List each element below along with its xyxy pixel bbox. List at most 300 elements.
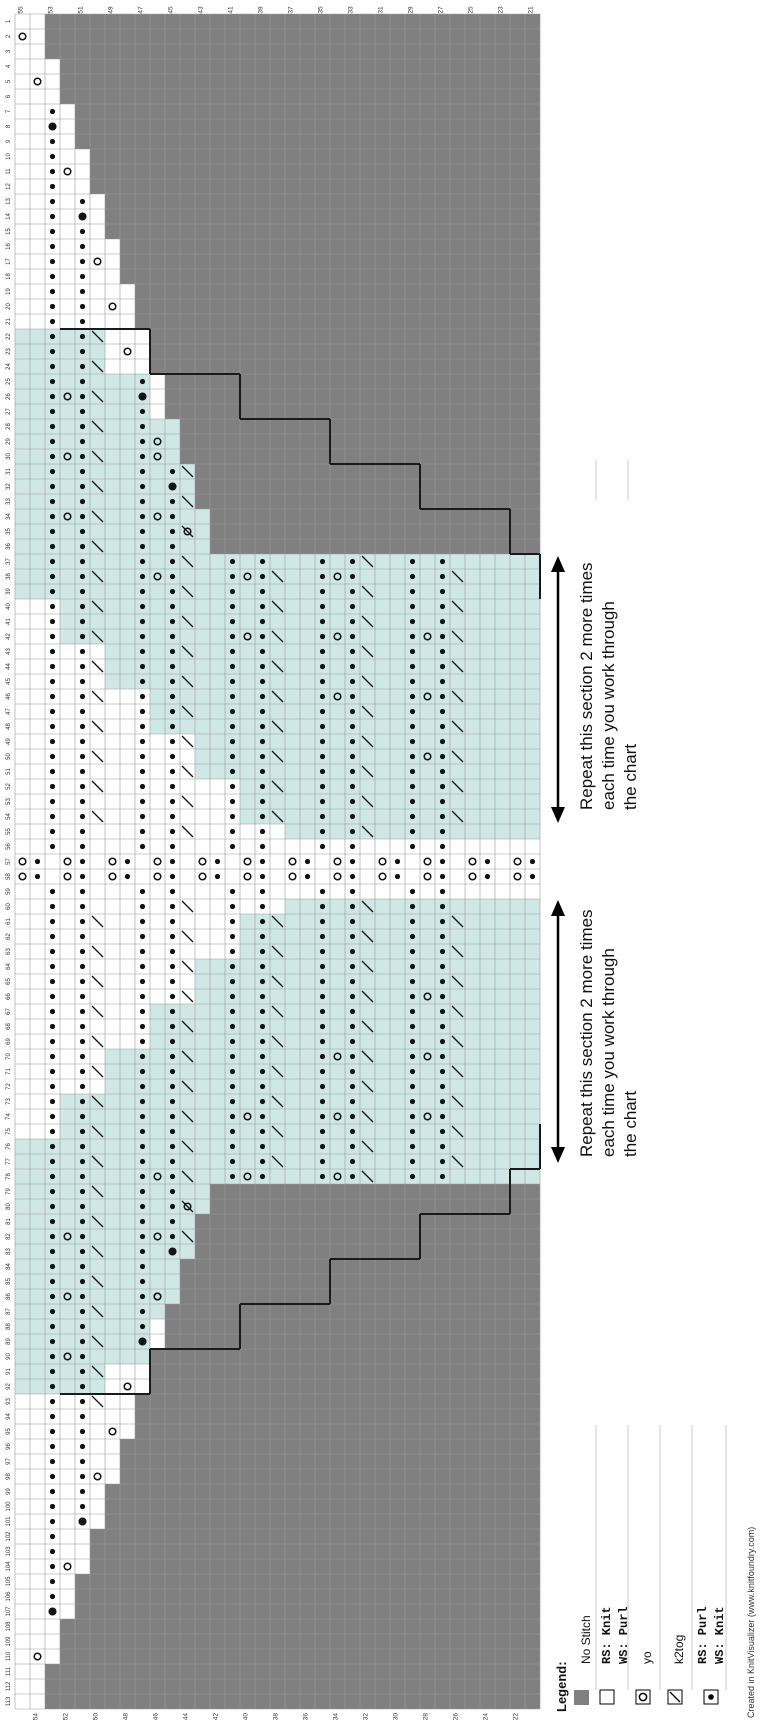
purl-dot — [440, 649, 445, 654]
purl-dot — [170, 859, 175, 864]
column-number: 54 — [32, 1713, 40, 1721]
purl-dot — [50, 844, 55, 849]
legend-no-stitch-label: No Stitch — [579, 1615, 593, 1664]
legend-knit-rs: RS: Knit — [600, 1606, 614, 1664]
row-number: 4 — [6, 64, 12, 69]
purl-dot — [80, 439, 85, 444]
purl-dot — [50, 649, 55, 654]
column-number: 23 — [497, 6, 505, 14]
purl-dot — [140, 1234, 145, 1239]
purl-dot — [410, 694, 415, 699]
column-number: 51 — [77, 6, 85, 14]
row-number: 61 — [6, 918, 12, 925]
purl-dot — [350, 649, 355, 654]
purl-dot — [320, 1099, 325, 1104]
purl-dot — [80, 1054, 85, 1059]
column-number: 22 — [512, 1713, 520, 1721]
purl-dot — [140, 1174, 145, 1179]
purl-dot — [125, 859, 130, 864]
purl-dot — [50, 1204, 55, 1209]
purl-dot — [80, 949, 85, 954]
purl-dot — [140, 1009, 145, 1014]
purl-dot — [80, 394, 85, 399]
purl-dot — [440, 604, 445, 609]
purl-dot — [260, 1024, 265, 1029]
purl-dot — [140, 754, 145, 759]
purl-dot — [410, 649, 415, 654]
row-number: 71 — [6, 1068, 12, 1075]
purl-dot — [140, 574, 145, 579]
repeat-cell — [15, 1259, 180, 1274]
purl-dot — [260, 1174, 265, 1179]
purl-dot — [320, 619, 325, 624]
purl-dot — [80, 1339, 85, 1344]
purl-dot — [140, 919, 145, 924]
purl-dot — [140, 469, 145, 474]
purl-dot — [260, 844, 265, 849]
purl-dot — [50, 1279, 55, 1284]
row-number: 51 — [6, 768, 12, 775]
row-number: 66 — [6, 993, 12, 1000]
column-number: 55 — [17, 6, 25, 14]
purl-dot — [140, 1204, 145, 1209]
purl-dot — [440, 739, 445, 744]
row-number: 22 — [6, 333, 12, 340]
column-number: 29 — [407, 6, 415, 14]
purl-dot — [80, 409, 85, 414]
purl-dot — [350, 1159, 355, 1164]
purl-dot — [260, 589, 265, 594]
purl-dot — [320, 634, 325, 639]
row-number: 89 — [6, 1338, 12, 1345]
purl-dot — [170, 1234, 175, 1239]
purl-dot — [350, 874, 355, 879]
purl-dot — [170, 829, 175, 834]
purl-dot — [410, 574, 415, 579]
purl-dot — [50, 1579, 55, 1584]
purl-dot — [440, 1069, 445, 1074]
repeat-cell — [15, 1184, 210, 1199]
purl-dot — [170, 694, 175, 699]
purl-dot — [140, 1084, 145, 1089]
purl-dot — [410, 1054, 415, 1059]
purl-dot — [350, 1024, 355, 1029]
purl-dot — [140, 904, 145, 909]
purl-dot — [350, 814, 355, 819]
purl-dot — [260, 859, 265, 864]
purl-dot — [320, 1144, 325, 1149]
purl-dot — [440, 934, 445, 939]
purl-dot — [350, 604, 355, 609]
purl-dot — [320, 574, 325, 579]
purl-dot — [80, 1009, 85, 1014]
purl-dot — [80, 364, 85, 369]
purl-dot — [350, 724, 355, 729]
purl-dot — [440, 559, 445, 564]
purl-dot — [50, 964, 55, 969]
purl-dot — [260, 769, 265, 774]
column-number: 24 — [482, 1713, 490, 1721]
purl-dot — [140, 544, 145, 549]
purl-dot — [140, 739, 145, 744]
purl-dot — [410, 679, 415, 684]
purl-dot — [140, 1159, 145, 1164]
purl-dot — [50, 514, 55, 519]
purl-dot — [50, 1504, 55, 1509]
repeat-cell — [15, 1169, 540, 1184]
row-number: 30 — [6, 453, 12, 460]
purl-dot — [440, 1114, 445, 1119]
row-number: 107 — [6, 1606, 12, 1617]
purl-dot — [440, 1024, 445, 1029]
purl-dot — [80, 484, 85, 489]
row-number: 65 — [6, 978, 12, 985]
legend-purl-ws: WS: Knit — [713, 1606, 727, 1664]
no-stitch-cell — [105, 1514, 540, 1529]
purl-dot — [80, 1099, 85, 1104]
purl-dot — [50, 154, 55, 159]
purl-dot — [230, 769, 235, 774]
purl-dot — [50, 1294, 55, 1299]
purl-dot — [260, 1129, 265, 1134]
row-number: 26 — [6, 393, 12, 400]
purl-dot — [410, 799, 415, 804]
purl-dot — [215, 859, 220, 864]
row-number: 44 — [6, 663, 12, 670]
purl-dot — [350, 784, 355, 789]
purl-dot — [230, 949, 235, 954]
column-number: 37 — [287, 6, 295, 14]
purl-dot — [410, 934, 415, 939]
purl-dot — [50, 724, 55, 729]
purl-dot — [80, 1429, 85, 1434]
purl-dot — [50, 589, 55, 594]
purl-dot — [440, 1144, 445, 1149]
purl-dot — [260, 664, 265, 669]
purl-dot — [530, 874, 535, 879]
purl-dot — [410, 1069, 415, 1074]
row-number: 20 — [6, 303, 12, 310]
purl-dot — [350, 829, 355, 834]
row-number: 2 — [6, 34, 12, 39]
purl-dot — [140, 934, 145, 939]
purl-dot — [410, 589, 415, 594]
purl-dot — [50, 529, 55, 534]
purl-dot — [320, 964, 325, 969]
purl-dot — [140, 979, 145, 984]
purl-dot — [320, 844, 325, 849]
row-number: 97 — [6, 1458, 12, 1465]
purl-dot — [170, 1219, 175, 1224]
purl-dot — [140, 709, 145, 714]
purl-dot — [170, 994, 175, 999]
purl-dot — [320, 934, 325, 939]
purl-dot — [80, 739, 85, 744]
purl-dot — [320, 1084, 325, 1089]
purl-dot — [170, 1024, 175, 1029]
purl-dot — [410, 1114, 415, 1119]
purl-dot — [50, 664, 55, 669]
purl-dot — [80, 604, 85, 609]
purl-dot — [50, 1534, 55, 1539]
row-number: 59 — [6, 888, 12, 895]
purl-dot — [320, 1159, 325, 1164]
purl-dot — [50, 919, 55, 924]
purl-dot — [50, 169, 55, 174]
purl-dot — [260, 559, 265, 564]
purl-dot — [215, 874, 220, 879]
no-stitch-cell — [135, 1394, 540, 1409]
no-stitch-cell — [75, 134, 540, 149]
purl-dot — [50, 559, 55, 564]
purl-dot — [410, 844, 415, 849]
purl-dot — [170, 1114, 175, 1119]
purl-dot — [320, 829, 325, 834]
purl-dot — [320, 604, 325, 609]
purl-dot — [350, 964, 355, 969]
purl-dot — [170, 1099, 175, 1104]
purl-dot — [80, 559, 85, 564]
row-number: 63 — [6, 948, 12, 955]
purl-dot — [80, 1474, 85, 1479]
repeat-cell — [15, 434, 180, 449]
row-number: 35 — [6, 528, 12, 535]
purl-dot — [80, 1369, 85, 1374]
row-number: 9 — [6, 139, 12, 144]
purl-dot — [80, 469, 85, 474]
purl-dot — [50, 319, 55, 324]
purl-dot — [80, 304, 85, 309]
purl-dot — [80, 1384, 85, 1389]
purl-dot — [50, 1084, 55, 1089]
purl-dot — [140, 799, 145, 804]
purl-dot — [170, 904, 175, 909]
purl-dot — [320, 814, 325, 819]
row-number: 58 — [6, 873, 12, 880]
purl-dot — [140, 1069, 145, 1074]
purl-dot — [410, 619, 415, 624]
legend-k2tog-label: k2tog — [672, 1634, 686, 1664]
purl-dot — [80, 904, 85, 909]
purl-dot — [140, 769, 145, 774]
repeat-note-line: the chart — [621, 743, 640, 810]
purl-dot — [80, 1159, 85, 1164]
column-number: 50 — [92, 1713, 100, 1721]
purl-dot — [410, 1039, 415, 1044]
purl-dot — [50, 334, 55, 339]
row-number: 70 — [6, 1053, 12, 1060]
purl-dot — [170, 874, 175, 879]
purl-dot — [50, 499, 55, 504]
purl-dot — [50, 694, 55, 699]
no-stitch-cell — [165, 1304, 540, 1319]
row-number: 46 — [6, 693, 12, 700]
column-number: 32 — [362, 1713, 370, 1721]
purl-dot — [320, 919, 325, 924]
purl-dot — [140, 604, 145, 609]
purl-dot — [410, 994, 415, 999]
purl-dot — [350, 1009, 355, 1014]
purl-dot — [140, 829, 145, 834]
repeat-cell — [15, 524, 210, 539]
purl-dot — [260, 709, 265, 714]
purl-dot — [50, 109, 55, 114]
row-number: 31 — [6, 468, 12, 475]
row-number: 104 — [6, 1561, 12, 1572]
purl-dot — [140, 949, 145, 954]
purl-dot — [410, 754, 415, 759]
purl-dot — [140, 1264, 145, 1269]
purl-dot — [230, 709, 235, 714]
purl-dot — [50, 1129, 55, 1134]
purl-dot — [320, 724, 325, 729]
purl-dot — [350, 574, 355, 579]
purl-dot — [50, 244, 55, 249]
no-stitch-cell — [165, 404, 540, 419]
purl-dot — [440, 1129, 445, 1134]
row-number: 48 — [6, 723, 12, 730]
purl-dot — [140, 694, 145, 699]
column-number: 44 — [182, 1713, 190, 1721]
purl-dot — [35, 874, 40, 879]
purl-dot — [440, 619, 445, 624]
purl-dot — [395, 874, 400, 879]
purl-dot — [50, 979, 55, 984]
purl-dot — [140, 664, 145, 669]
row-number: 88 — [6, 1323, 12, 1330]
purl-dot — [170, 1159, 175, 1164]
purl-dot — [170, 679, 175, 684]
purl-dot — [170, 544, 175, 549]
purl-dot — [410, 709, 415, 714]
purl-dot — [530, 859, 535, 864]
purl-dot — [140, 889, 145, 894]
purl-dot — [260, 949, 265, 954]
purl-dot — [260, 784, 265, 789]
purl-dot — [350, 1114, 355, 1119]
row-number: 6 — [6, 94, 12, 99]
row-number: 10 — [6, 153, 12, 160]
purl-dot — [140, 1294, 145, 1299]
purl-dot — [440, 829, 445, 834]
purl-dot — [260, 964, 265, 969]
purl-dot — [260, 1144, 265, 1149]
purl-dot — [50, 709, 55, 714]
column-number: 46 — [152, 1713, 160, 1721]
column-number: 27 — [437, 6, 445, 14]
purl-dot — [170, 514, 175, 519]
purl-dot — [80, 319, 85, 324]
purl-dot — [320, 994, 325, 999]
purl-dot — [350, 1069, 355, 1074]
purl-dot — [50, 1354, 55, 1359]
row-number: 5 — [6, 79, 12, 84]
purl-dot — [350, 844, 355, 849]
no-stitch-cell — [165, 374, 540, 389]
purl-dot — [140, 1219, 145, 1224]
purl-dot — [50, 1189, 55, 1194]
purl-dot — [50, 1549, 55, 1554]
purl-dot — [80, 1504, 85, 1509]
purl-dot — [260, 634, 265, 639]
purl-dot — [80, 1294, 85, 1299]
purl-dot — [80, 1234, 85, 1239]
no-stitch-cell — [105, 1499, 540, 1514]
purl-dot — [350, 709, 355, 714]
row-number: 82 — [6, 1233, 12, 1240]
purl-dot — [80, 889, 85, 894]
purl-dot — [140, 1144, 145, 1149]
purl-dot — [440, 754, 445, 759]
row-number: 57 — [6, 858, 12, 865]
purl-dot — [170, 589, 175, 594]
purl-dot — [410, 1159, 415, 1164]
purl-dot — [80, 769, 85, 774]
row-number: 21 — [6, 318, 12, 325]
repeat-cell — [15, 539, 210, 554]
legend-no-stitch-swatch — [574, 1690, 589, 1705]
purl-dot — [80, 574, 85, 579]
purl-dot — [320, 1039, 325, 1044]
purl-dot — [80, 274, 85, 279]
purl-dot — [50, 424, 55, 429]
purl-dot — [260, 889, 265, 894]
purl-dot — [410, 814, 415, 819]
purl-dot — [230, 1114, 235, 1119]
purl-dot — [50, 1264, 55, 1269]
purl-dot — [50, 469, 55, 474]
repeat-note-line: the chart — [621, 1090, 640, 1157]
no-stitch-cell — [195, 1214, 540, 1229]
purl-dot — [140, 1249, 145, 1254]
purl-dot — [50, 1489, 55, 1494]
purl-dot — [140, 649, 145, 654]
purl-dot — [260, 679, 265, 684]
purl-dot — [80, 1459, 85, 1464]
purl-dot — [80, 964, 85, 969]
row-number: 11 — [6, 168, 12, 175]
purl-dot — [170, 784, 175, 789]
row-number: 15 — [6, 228, 12, 235]
row-number: 80 — [6, 1203, 12, 1210]
purl-dot — [170, 664, 175, 669]
purl-dot — [440, 814, 445, 819]
purl-dot — [80, 1309, 85, 1314]
purl-dot — [140, 619, 145, 624]
column-number: 35 — [317, 6, 325, 14]
purl-dot — [230, 604, 235, 609]
repeat-cell — [15, 554, 540, 569]
purl-dot — [80, 994, 85, 999]
purl-dot — [170, 1084, 175, 1089]
row-number: 112 — [6, 1681, 12, 1692]
row-number: 95 — [6, 1428, 12, 1435]
no-stitch-cell — [45, 1664, 540, 1679]
purl-dot — [260, 1159, 265, 1164]
purl-dot — [35, 859, 40, 864]
purl-dot — [140, 424, 145, 429]
purl-dot — [170, 979, 175, 984]
purl-dot — [350, 1099, 355, 1104]
row-number: 28 — [6, 423, 12, 430]
purl-dot — [230, 1144, 235, 1149]
no-stitch-cell — [105, 194, 540, 209]
purl-dot — [260, 829, 265, 834]
purl-dot — [170, 919, 175, 924]
purl-dot — [440, 859, 445, 864]
repeat-note-upper — [576, 562, 642, 810]
purl-dot — [50, 1339, 55, 1344]
